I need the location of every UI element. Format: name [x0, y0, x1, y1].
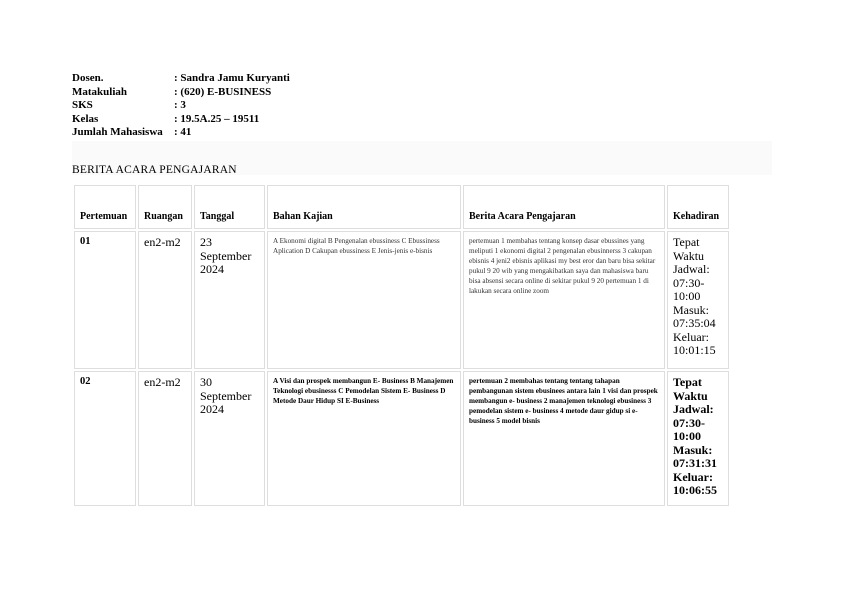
info-label: Dosen. — [72, 72, 104, 84]
info-value: : 19.5A.25 – 19511 — [174, 112, 260, 125]
info-label: SKS — [72, 99, 93, 111]
header-berita-acara: Berita Acara Pengajaran — [463, 185, 665, 229]
cell-kehadiran: Tepat Waktu Jadwal: 07:30-10:00 Masuk: 07:35:04 Keluar: 10:01:15 — [667, 231, 729, 369]
info-value: : 41 — [174, 126, 192, 138]
table-header-row — [74, 185, 729, 229]
info-row-kelas — [72, 113, 290, 127]
cell-pertemuan: 02 — [74, 371, 136, 506]
info-label: Matakuliah — [72, 85, 128, 98]
cell-tanggal: 30 September 2024 — [194, 371, 265, 506]
header-tanggal: Tanggal — [194, 185, 265, 229]
info-label: Kelas — [72, 112, 99, 125]
course-info — [72, 72, 290, 140]
info-row-jumlah-mahasiswa — [72, 126, 290, 140]
info-label: Jumlah Mahasiswa — [72, 126, 163, 138]
cell-berita-acara: pertemuan 2 membahas tentang tentang tahapan pembangunan sistem ebusinees antara lain 1 visi dan prospek membangun e- business 2 manajemen teknologi ebusiness 3 pemodelan sistem e- business 4 metode daur gidup si e-business 5 model bisnis — [463, 371, 665, 506]
cell-bahan-kajian: A Ekonomi digital B Pengenalan ebussiness C Ebussiness Aplication D Cakupan ebussiness E Jenis-jenis e-bisnis — [267, 231, 461, 369]
info-row-dosen — [72, 72, 290, 86]
section-title: BERITA ACARA PENGAJARAN — [72, 164, 237, 176]
cell-pertemuan: 01 — [74, 231, 136, 369]
cell-kehadiran: Tepat Waktu Jadwal: 07:30-10:00 Masuk: 07:31:31 Keluar: 10:06:55 — [667, 371, 729, 506]
cell-tanggal: 23 September 2024 — [194, 231, 265, 369]
cell-berita-acara: pertemuan 1 membahas tentang konsep dasar ebussines yang meliputi 1 ekonomi digital 2 pengenalan ebusinnerss 3 cakupan ebisnis 4 jeni2 ebisnis aplikasi my best eror dan baru bisa sekitar pukul 9 20 wib yang mengakibatkan saya dan mahasiswa baru bisa absensi secara online di sekitar pukul 9 20 pertemuan 1 di lakukan secara online zoom — [463, 231, 665, 369]
table-row — [74, 231, 729, 369]
info-value: : (620) E-BUSINESS — [174, 85, 272, 98]
cell-bahan-kajian: A Visi dan prospek membangun E- Business B Manajemen Teknologi ebusinesss C Pemodelan Sistem E- Business D Metode Daur Hidup SI E-Business — [267, 371, 461, 506]
teaching-record-table — [72, 183, 731, 508]
header-bahan-kajian: Bahan Kajian — [267, 185, 461, 229]
info-value: : Sandra Jamu Kuryanti — [174, 72, 290, 84]
info-value: : 3 — [174, 99, 186, 111]
info-row-matakuliah — [72, 86, 290, 100]
info-row-sks — [72, 99, 290, 113]
header-ruangan: Ruangan — [138, 185, 192, 229]
cell-ruangan: en2-m2 — [138, 371, 192, 506]
header-pertemuan: Pertemuan — [74, 185, 136, 229]
cell-ruangan: en2-m2 — [138, 231, 192, 369]
header-kehadiran: Kehadiran — [667, 185, 729, 229]
table-row — [74, 371, 729, 506]
